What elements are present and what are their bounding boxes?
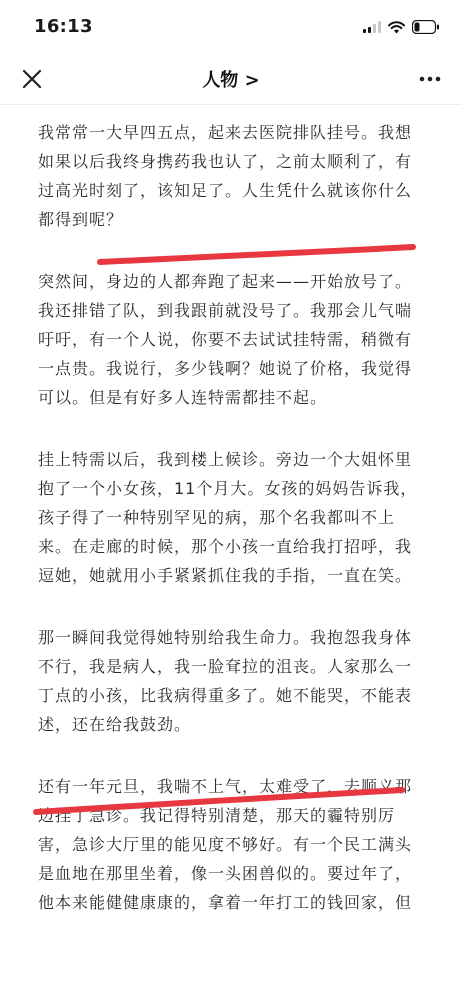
text-line: 孩子得了一种特别罕见的病，那个名我都叫不上	[38, 508, 396, 527]
paragraph	[38, 445, 430, 590]
text-line: 我还排错了队，到我跟前就没号了。我那会儿气喘	[38, 301, 413, 320]
text-line: 突然间，身边的人都奔跑了起来——开始放号了。	[38, 272, 413, 291]
signal-icon	[363, 21, 381, 33]
text-line: 都得到呢？	[38, 210, 124, 229]
text-line: 吁吁，有一个人说，你要不去试试挂特需，稍微有	[38, 330, 413, 349]
text-line: 挂上特需以后，我到楼上候诊。旁边一个大姐怀里	[38, 450, 413, 469]
paragraph	[38, 118, 430, 234]
text-line: 害，急诊大厅里的能见度不够好。有一个民工满头	[38, 835, 413, 854]
status-bar	[0, 0, 462, 56]
text-line: 逗她，她就用小手紧紧抓住我的手指，一直在笑。	[38, 566, 413, 585]
text-line: 不行，我是病人，我一脸耷拉的沮丧。人家那么一	[38, 657, 413, 676]
text-line: 如果以后我终身携药我也认了，之前太顺利了，有	[38, 152, 413, 171]
status-time: 16:13	[34, 16, 93, 37]
text-line: 还有一年元旦，我喘不上气，太难受了，去顺义那	[38, 777, 413, 796]
text-line: 他本来能健健康康的，拿着一年打工的钱回家，但	[38, 893, 413, 912]
text-line: 我常常一大早四五点，起来去医院排队挂号。我想	[38, 123, 413, 142]
text-line: 边挂了急诊。我记得特别清楚，那天的霾特别厉	[38, 806, 396, 825]
text-line: 可以。但是有好多人连特需都挂不起。	[38, 388, 328, 407]
battery-icon	[412, 20, 440, 34]
wifi-icon	[388, 21, 405, 34]
article-body	[38, 118, 430, 950]
status-icons	[363, 19, 440, 35]
text-line: 那一瞬间我觉得她特别给我生命力。我抱怨我身体	[38, 628, 413, 647]
text-line: 一点贵。我说行，多少钱啊？她说了价格，我觉得	[38, 359, 413, 378]
more-icon[interactable]	[416, 65, 444, 93]
text-line: 过高光时刻了，该知足了。人生凭什么就该你什么	[38, 181, 413, 200]
text-line: 抱了一个小女孩，11个月大。女孩的妈妈告诉我，	[38, 479, 418, 498]
page-title[interactable]: 人物 >	[202, 70, 260, 91]
text-line: 是血地在那里坐着，像一头困兽似的。要过年了，	[38, 864, 413, 883]
text-line: 丁点的小孩，比我病得重多了。她不能哭，不能表	[38, 686, 413, 705]
text-line: 述，还在给我鼓劲。	[38, 715, 192, 734]
paragraph	[38, 267, 430, 412]
paragraph	[38, 772, 430, 917]
nav-bar	[0, 56, 462, 105]
paragraph	[38, 623, 430, 739]
text-line: 来。在走廊的时候，那个小孩一直给我打招呼，我	[38, 537, 413, 556]
